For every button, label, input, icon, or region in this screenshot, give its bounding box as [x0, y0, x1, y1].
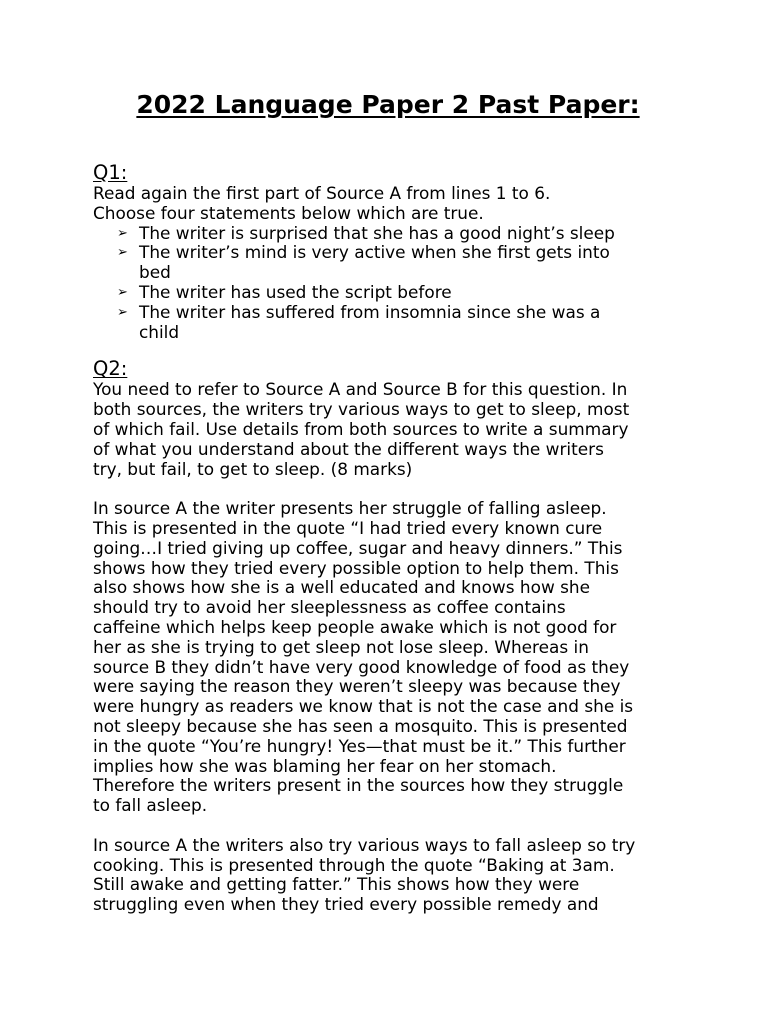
question-1-line: Read again the first part of Source A from lines 1 to 6.: [93, 183, 551, 203]
statement-item: [117, 283, 683, 303]
answer-line: source B they didn’t have very good knowledge of food as they: [93, 656, 630, 677]
question-2-line: You need to refer to Source A and Source B for this question. In: [93, 379, 628, 400]
question-2-heading: Q2:: [93, 357, 128, 381]
answer-line: struggling even when they tried every possible remedy and: [93, 894, 599, 915]
answer-line: This is presented in the quote “I had tried every known cure: [93, 517, 603, 538]
document-page: [93, 86, 683, 915]
statement-item: [117, 303, 683, 343]
statement-text: The writer has suffered from insomnia since she was a: [139, 301, 601, 322]
statement-item: [117, 224, 683, 244]
answer-line: should try to avoid her sleeplessness as coffee contains: [93, 597, 566, 618]
answer-line: to fall asleep.: [93, 795, 208, 816]
statement-list: [93, 224, 683, 343]
arrowhead-bullet-icon: ➢: [117, 284, 128, 300]
answer-line: caffeine which helps keep people awake which is not good for: [93, 616, 617, 637]
answer-line: In source A the writer presents her struggle of falling asleep.: [93, 498, 607, 519]
statement-text-continued: bed: [139, 262, 171, 283]
statement-text: The writer’s mind is very active when she first gets into: [139, 242, 610, 263]
statement-text: The writer is surprised that she has a good night’s sleep: [139, 222, 615, 243]
arrowhead-bullet-icon: ➢: [117, 225, 128, 241]
question-2-line: try, but fail, to get to sleep. (8 marks): [93, 458, 413, 479]
answer-line: also shows how she is a well educated and knows how she: [93, 577, 591, 598]
question-1-heading: Q1:: [93, 161, 128, 184]
arrowhead-bullet-icon: ➢: [117, 304, 128, 320]
question-2: [93, 358, 683, 479]
answer-paragraph-2: [93, 836, 683, 915]
answer-line: going…I tried giving up coffee, sugar and heavy dinners.” This: [93, 537, 623, 558]
question-2-line: of which fail. Use details from both sources to write a summary: [93, 418, 629, 439]
answer-line: were hungry as readers we know that is not the case and she is: [93, 696, 634, 717]
document-title: 2022 Language Paper 2 Past Paper:: [136, 90, 640, 119]
answer-line: in the quote “You’re hungry! Yes—that must be it.” This further: [93, 735, 626, 756]
answer-line: were saying the reason they weren’t sleepy was because they: [93, 676, 621, 697]
answer-line: implies how she was blaming her fear on her stomach.: [93, 755, 557, 776]
statement-text: The writer has used the script before: [139, 281, 452, 302]
answer-paragraph-1: [93, 499, 683, 816]
statement-item: [117, 243, 683, 283]
question-1-line: Choose four statements below which are true.: [93, 202, 484, 223]
answer-line: not sleepy because she has seen a mosquito. This is presented: [93, 715, 628, 736]
question-1: [93, 162, 683, 342]
statement-text-continued: child: [139, 321, 180, 342]
answer-line: Therefore the writers present in the sources how they struggle: [93, 775, 624, 796]
arrowhead-bullet-icon: ➢: [117, 245, 128, 261]
question-2-line: both sources, the writers try various ways to get to sleep, most: [93, 399, 630, 420]
answer-line: In source A the writers also try various ways to fall asleep so try: [93, 834, 636, 855]
answer-line: Still awake and getting fatter.” This shows how they were: [93, 874, 580, 895]
answer-line: cooking. This is presented through the quote “Baking at 3am.: [93, 854, 615, 875]
answer-line: her as she is trying to get sleep not lose sleep. Whereas in: [93, 636, 589, 657]
answer-line: shows how they tried every possible option to help them. This: [93, 557, 619, 578]
question-2-line: of what you understand about the different ways the writers: [93, 438, 604, 459]
